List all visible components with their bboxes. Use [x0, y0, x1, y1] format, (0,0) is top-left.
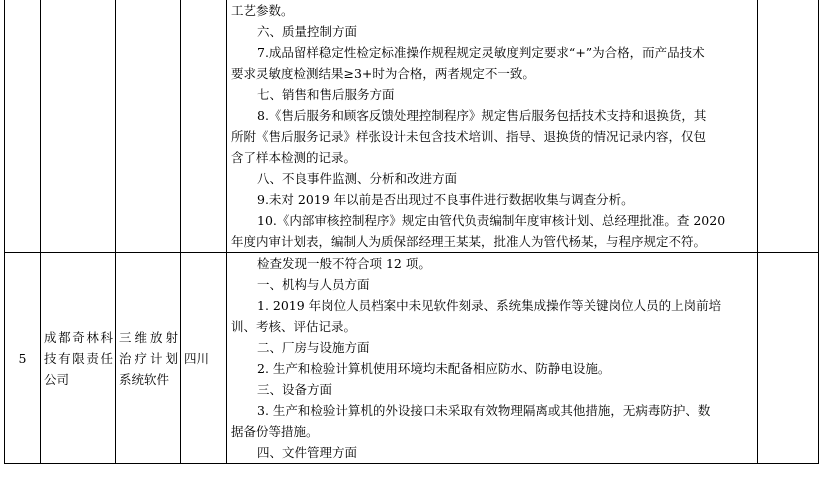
row-index-cell: 5 — [5, 253, 41, 464]
company-cell: 成都奇林科技有限责任公司 — [41, 253, 116, 464]
company-cell — [41, 0, 116, 253]
findings-line: 7.成品留样稳定性检定标准操作规程规定灵敏度判定要求“+”为合格，而产品技术 — [257, 45, 705, 60]
section-heading: 七、销售和售后服务方面 — [257, 87, 395, 102]
findings-line: 9.未对 2019 年以前是否出现过不良事件进行数据收集与调查分析。 — [257, 192, 634, 207]
section-heading: 六、质量控制方面 — [257, 24, 358, 39]
findings-line: 3. 生产和检验计算机的外设接口未采取有效物理隔离或其他措施，无病毒防护、数 — [257, 403, 711, 418]
region-cell — [181, 0, 227, 253]
findings-line: 1. 2019 年岗位人员档案中未见软件刻录、系统集成操作等关键岗位人员的上岗前培 — [257, 298, 722, 313]
inspection-table — [4, 0, 819, 464]
findings-line: 年度内审计划表，编制人为质保部经理王某某，批准人为管代杨某，与程序规定不符。 — [231, 234, 707, 249]
note-cell — [758, 0, 819, 253]
findings-line: 所附《售后服务记录》样张设计未包含技术培训、指导、退换货的情况记录内容，仅包 — [231, 129, 707, 144]
product-cell: 三维放射治疗计划系统软件 — [116, 253, 181, 464]
note-cell — [758, 253, 819, 464]
section-heading: 三、设备方面 — [257, 382, 333, 397]
findings-line: 含了样本检测的记录。 — [231, 150, 357, 165]
section-heading: 八、不良事件监测、分析和改进方面 — [257, 171, 458, 186]
section-heading: 二、厂房与设施方面 — [257, 340, 370, 355]
findings-line: 工艺参数。 — [231, 3, 294, 18]
findings-line: 8.《售后服务和顾客反馈处理控制程序》规定售后服务包括技术支持和退换货，其 — [257, 108, 707, 123]
findings-cell — [227, 253, 758, 464]
findings-summary: 检查发现一般不符合项 12 项。 — [257, 256, 431, 271]
findings-line: 训、考核、评估记录。 — [231, 319, 357, 334]
section-heading: 一、机构与人员方面 — [257, 277, 370, 292]
findings-line: 2. 生产和检验计算机使用环境均未配备相应防水、防静电设施。 — [257, 361, 611, 376]
findings-cell — [227, 0, 758, 253]
section-heading: 四、文件管理方面 — [257, 445, 358, 460]
row-index-cell — [5, 0, 41, 253]
table-row — [5, 0, 819, 253]
findings-line: 要求灵敏度检测结果≥3+时为合格，两者规定不一致。 — [231, 66, 535, 81]
table-row — [5, 253, 819, 464]
region-cell: 四川 — [181, 253, 227, 464]
product-cell — [116, 0, 181, 253]
findings-line: 10.《内部审核控制程序》规定由管代负责编制年度审核计划、总经理批准。查 2020 — [257, 213, 726, 228]
findings-line: 据备份等措施。 — [231, 424, 319, 439]
